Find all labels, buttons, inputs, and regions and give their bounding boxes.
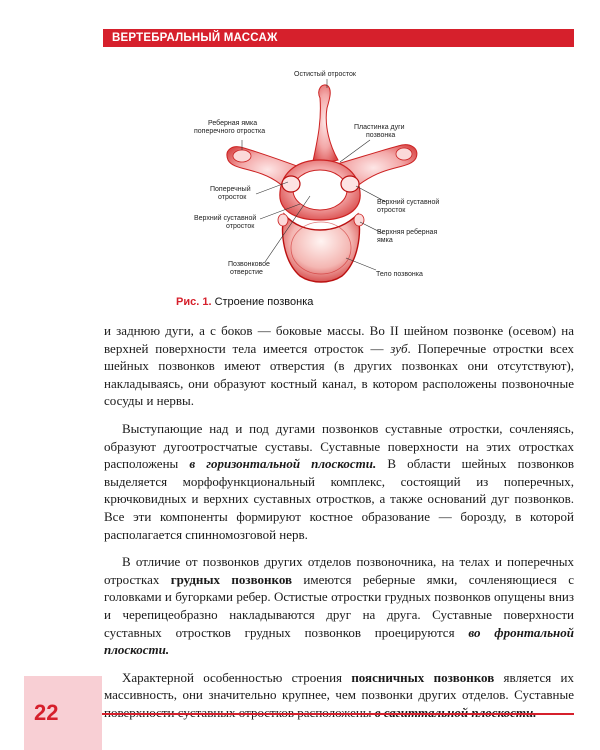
vertebra-figure [170, 62, 440, 294]
label-upper-costal-1: Верхняя реберная [377, 229, 438, 236]
sup-articular-left [282, 176, 300, 192]
label-lamina-2: позвонка [366, 132, 396, 139]
upper-costal-pit-right [354, 214, 364, 226]
label-sup-art-right-2: отросток [377, 207, 406, 214]
vertebral-foramen [293, 170, 347, 210]
label-upper-costal-2: ямка [377, 237, 393, 244]
paragraph-3: В отличие от позвонков других отделов позвоночника, на телах и поперечных отростках грудных позвонков имеются реберные ямки, сочленяющиеся с головками и бугорками ребер. Остистые отростки грудных позвонков опущены вниз и черепицеобразно накладываются друг на друга. Суставные поверхности суставных отростков грудных позвонков проецируются во фронтальной плоскости. [104, 554, 574, 658]
label-costal-pit-2: поперечного отростка [194, 128, 266, 135]
label-transverse-2: отросток [218, 194, 247, 201]
figure-caption [176, 296, 313, 308]
paragraph-4: Характерной особенностью строения поясничных позвонков является их массивность, они значительно крупнее, чем позвонки других отделов. Суставные [104, 669, 574, 703]
costal-pit-right [396, 148, 412, 160]
upper-costal-pit-left [278, 214, 288, 226]
body-text [104, 322, 574, 731]
label-foramen-1: Позвонковое [228, 261, 270, 268]
label-costal-pit-1: Реберная ямка [208, 120, 258, 127]
label-sup-art-right-1: Верхний суставной [377, 199, 440, 206]
label-sup-art-left-1: Верхний суставной [194, 215, 257, 222]
label-body: Тело позвонка [376, 271, 423, 278]
vertebral-body [283, 214, 360, 282]
label-transverse-1: Поперечный [210, 186, 251, 193]
label-lamina-1: Пластинка дуги [354, 124, 405, 131]
caption-text: Строение позвонка [214, 296, 314, 308]
page-number: 22 [34, 700, 59, 725]
paragraph-2: Выступающие над и под дугами позвонков суставные отростки, сочленяясь, образуют дугоотростчатые суставы. Суставные поверхности на этих отростках расположены в горизонтальной плоскости. В области шейных позвонков выделяется морфофункциональный комплекс, состоящий из поперечных, крючковидных и верхних суставных отростков, а также оснований дуг позвонков. Все эти компоненты формируют костное образование — борозду, в которой располагается спинномозговой нерв. [104, 420, 574, 542]
paragraph-1: и заднюю дуги, а с боков — боковые массы. Во II шейном позвонке (осевом) на верхней поверхности тела имеется отросток — зуб. Поперечные отростки всех шейных позвонков имеют отверстия (в других позвонках они отсутствуют), накладываясь, они образуют костный канал, в котором расположены позвоночные сосуды и нервы. [104, 323, 574, 409]
costal-pit-left [233, 150, 251, 162]
label-sup-art-left-2: отросток [226, 223, 255, 230]
running-header-title: ВЕРТЕБРАЛЬНЫЙ МАССАЖ [112, 32, 278, 44]
label-foramen-2: отверстие [230, 269, 263, 276]
footer-rule [102, 713, 574, 715]
sup-articular-right [341, 176, 359, 192]
label-spinous: Остистый отросток [294, 71, 356, 78]
caption-number: Рис. 1. [176, 296, 212, 308]
vertebra-illustration [170, 62, 440, 294]
spinous-process [312, 85, 338, 166]
